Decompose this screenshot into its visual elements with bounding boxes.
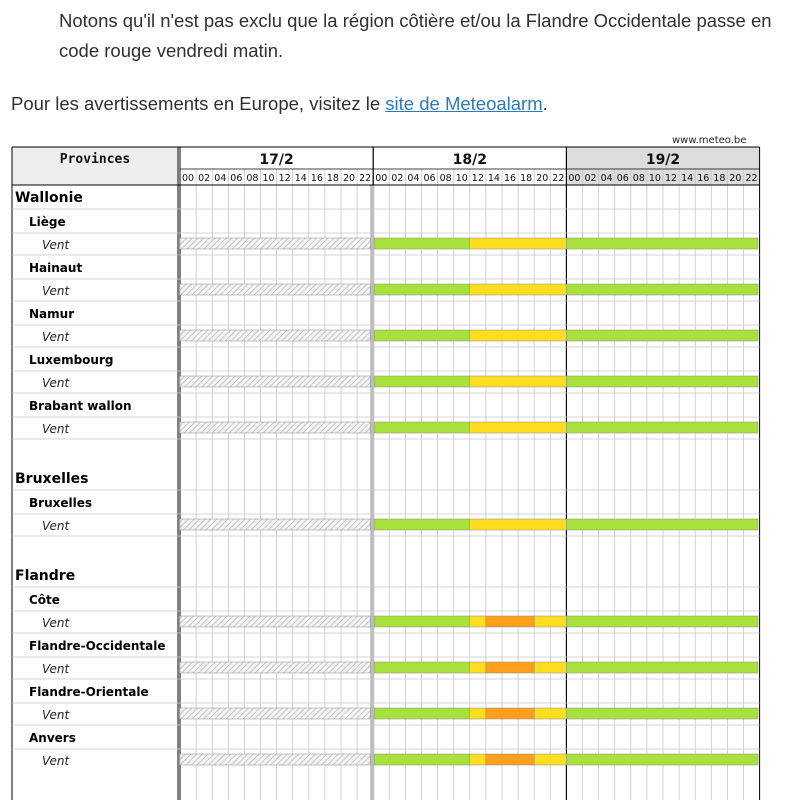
hour-label: 22 (552, 173, 565, 184)
hour-label: 22 (745, 173, 758, 184)
hour-label: 06 (230, 173, 243, 184)
parameter-label: Vent (42, 662, 70, 676)
hour-label: 00 (375, 173, 388, 184)
meteoalarm-link[interactable]: site de Meteoalarm (385, 93, 543, 114)
yellow-level-bar (534, 754, 566, 765)
green-level-bar (374, 238, 470, 249)
province-label: Bruxelles (29, 496, 92, 510)
past-period-bar (180, 708, 370, 719)
past-period-bar (180, 616, 370, 627)
hour-label: 04 (214, 173, 227, 184)
yellow-level-bar (534, 662, 566, 673)
past-period-bar (180, 422, 370, 433)
parameter-label: Vent (42, 376, 70, 390)
now-marker (370, 185, 374, 800)
green-level-bar (374, 330, 470, 341)
hour-label: 02 (198, 173, 211, 184)
hour-label: 14 (487, 173, 500, 184)
parameter-label: Vent (42, 330, 70, 344)
parameter-label: Vent (42, 708, 70, 722)
green-level-bar (374, 422, 470, 433)
hour-label: 08 (246, 173, 259, 184)
green-level-bar (566, 376, 758, 387)
hour-label: 12 (665, 173, 678, 184)
province-label: Namur (29, 307, 75, 321)
provinces-header: Provinces (59, 152, 131, 167)
parameter-label: Vent (42, 754, 70, 768)
green-level-bar (566, 616, 758, 627)
paragraph-text: Pour les avertissements en Europe, visitez le (11, 93, 386, 114)
hour-label: 04 (600, 173, 613, 184)
green-level-bar (566, 754, 758, 765)
hour-label: 16 (504, 173, 517, 184)
province-label: Anvers (29, 731, 76, 745)
hour-label: 20 (536, 173, 549, 184)
parameter-label: Vent (42, 422, 70, 436)
region-label: Wallonie (15, 190, 83, 206)
article-paragraph: Notons qu'il n'est pas exclu que la région côtière et/ou la Flandre Occidentale passe en code rouge vendredi matin. (59, 10, 772, 61)
hour-label: 18 (326, 173, 339, 184)
green-level-bar (566, 330, 758, 341)
hour-label: 00 (568, 173, 581, 184)
green-level-bar (374, 662, 470, 673)
green-level-bar (566, 708, 758, 719)
parameter-label: Vent (42, 284, 70, 298)
hour-label: 12 (278, 173, 291, 184)
green-level-bar (374, 284, 470, 295)
hour-label: 12 (471, 173, 484, 184)
yellow-level-bar (470, 662, 486, 673)
hour-label: 08 (632, 173, 645, 184)
green-level-bar (374, 519, 470, 530)
day-label: 17/2 (259, 152, 294, 168)
hour-label: 22 (359, 173, 372, 184)
paragraph-period: . (542, 93, 548, 114)
orange-level-bar (486, 754, 534, 765)
orange-level-bar (486, 708, 534, 719)
yellow-level-bar (470, 519, 567, 530)
yellow-level-bar (470, 754, 486, 765)
past-period-bar (180, 284, 370, 295)
green-level-bar (374, 616, 470, 627)
yellow-level-bar (470, 330, 567, 341)
yellow-level-bar (470, 422, 567, 433)
hour-label: 16 (310, 173, 323, 184)
orange-level-bar (486, 616, 534, 627)
hour-label: 08 (439, 173, 452, 184)
past-period-bar (180, 330, 370, 341)
yellow-level-bar (470, 616, 486, 627)
region-label: Bruxelles (15, 471, 89, 487)
province-label: Liège (29, 215, 66, 229)
yellow-level-bar (470, 284, 567, 295)
parameter-label: Vent (42, 519, 70, 533)
hour-label: 14 (294, 173, 307, 184)
hour-label: 18 (713, 173, 726, 184)
hour-label: 10 (455, 173, 468, 184)
past-period-bar (180, 754, 370, 765)
hour-label: 18 (520, 173, 533, 184)
hour-label: 10 (262, 173, 275, 184)
province-label: Luxembourg (29, 353, 114, 367)
hour-label: 16 (697, 173, 710, 184)
yellow-level-bar (534, 708, 566, 719)
hour-label: 20 (729, 173, 742, 184)
province-label: Flandre-Occidentale (29, 639, 166, 653)
parameter-label: Vent (42, 238, 70, 252)
hour-label: 06 (616, 173, 629, 184)
province-label: Côte (29, 593, 60, 607)
green-level-bar (566, 238, 758, 249)
green-level-bar (374, 376, 470, 387)
day-label: 19/2 (645, 152, 681, 168)
parameter-label: Vent (42, 616, 70, 630)
past-period-bar (180, 519, 370, 530)
province-label: Brabant wallon (29, 399, 132, 413)
hour-label: 04 (407, 173, 420, 184)
hour-label: 02 (391, 173, 404, 184)
yellow-level-bar (470, 238, 567, 249)
province-label: Hainaut (29, 261, 83, 275)
hour-label: 00 (182, 173, 195, 184)
yellow-level-bar (534, 616, 566, 627)
day-label: 18/2 (452, 152, 487, 168)
hour-label: 14 (681, 173, 694, 184)
green-level-bar (566, 662, 758, 673)
past-period-bar (180, 376, 370, 387)
yellow-level-bar (470, 376, 567, 387)
hour-label: 10 (648, 173, 661, 184)
hour-label: 06 (423, 173, 436, 184)
past-period-bar (180, 662, 370, 673)
green-level-bar (374, 754, 470, 765)
orange-level-bar (486, 662, 534, 673)
green-level-bar (374, 708, 470, 719)
source-label: www.meteo.be (672, 135, 747, 146)
green-level-bar (566, 284, 758, 295)
green-level-bar (566, 422, 758, 433)
past-period-bar (180, 238, 370, 249)
hour-label: 20 (343, 173, 356, 184)
green-level-bar (566, 519, 758, 530)
province-label: Flandre-Orientale (29, 685, 149, 699)
region-label: Flandre (15, 568, 76, 584)
hour-label: 02 (584, 173, 597, 184)
yellow-level-bar (470, 708, 486, 719)
